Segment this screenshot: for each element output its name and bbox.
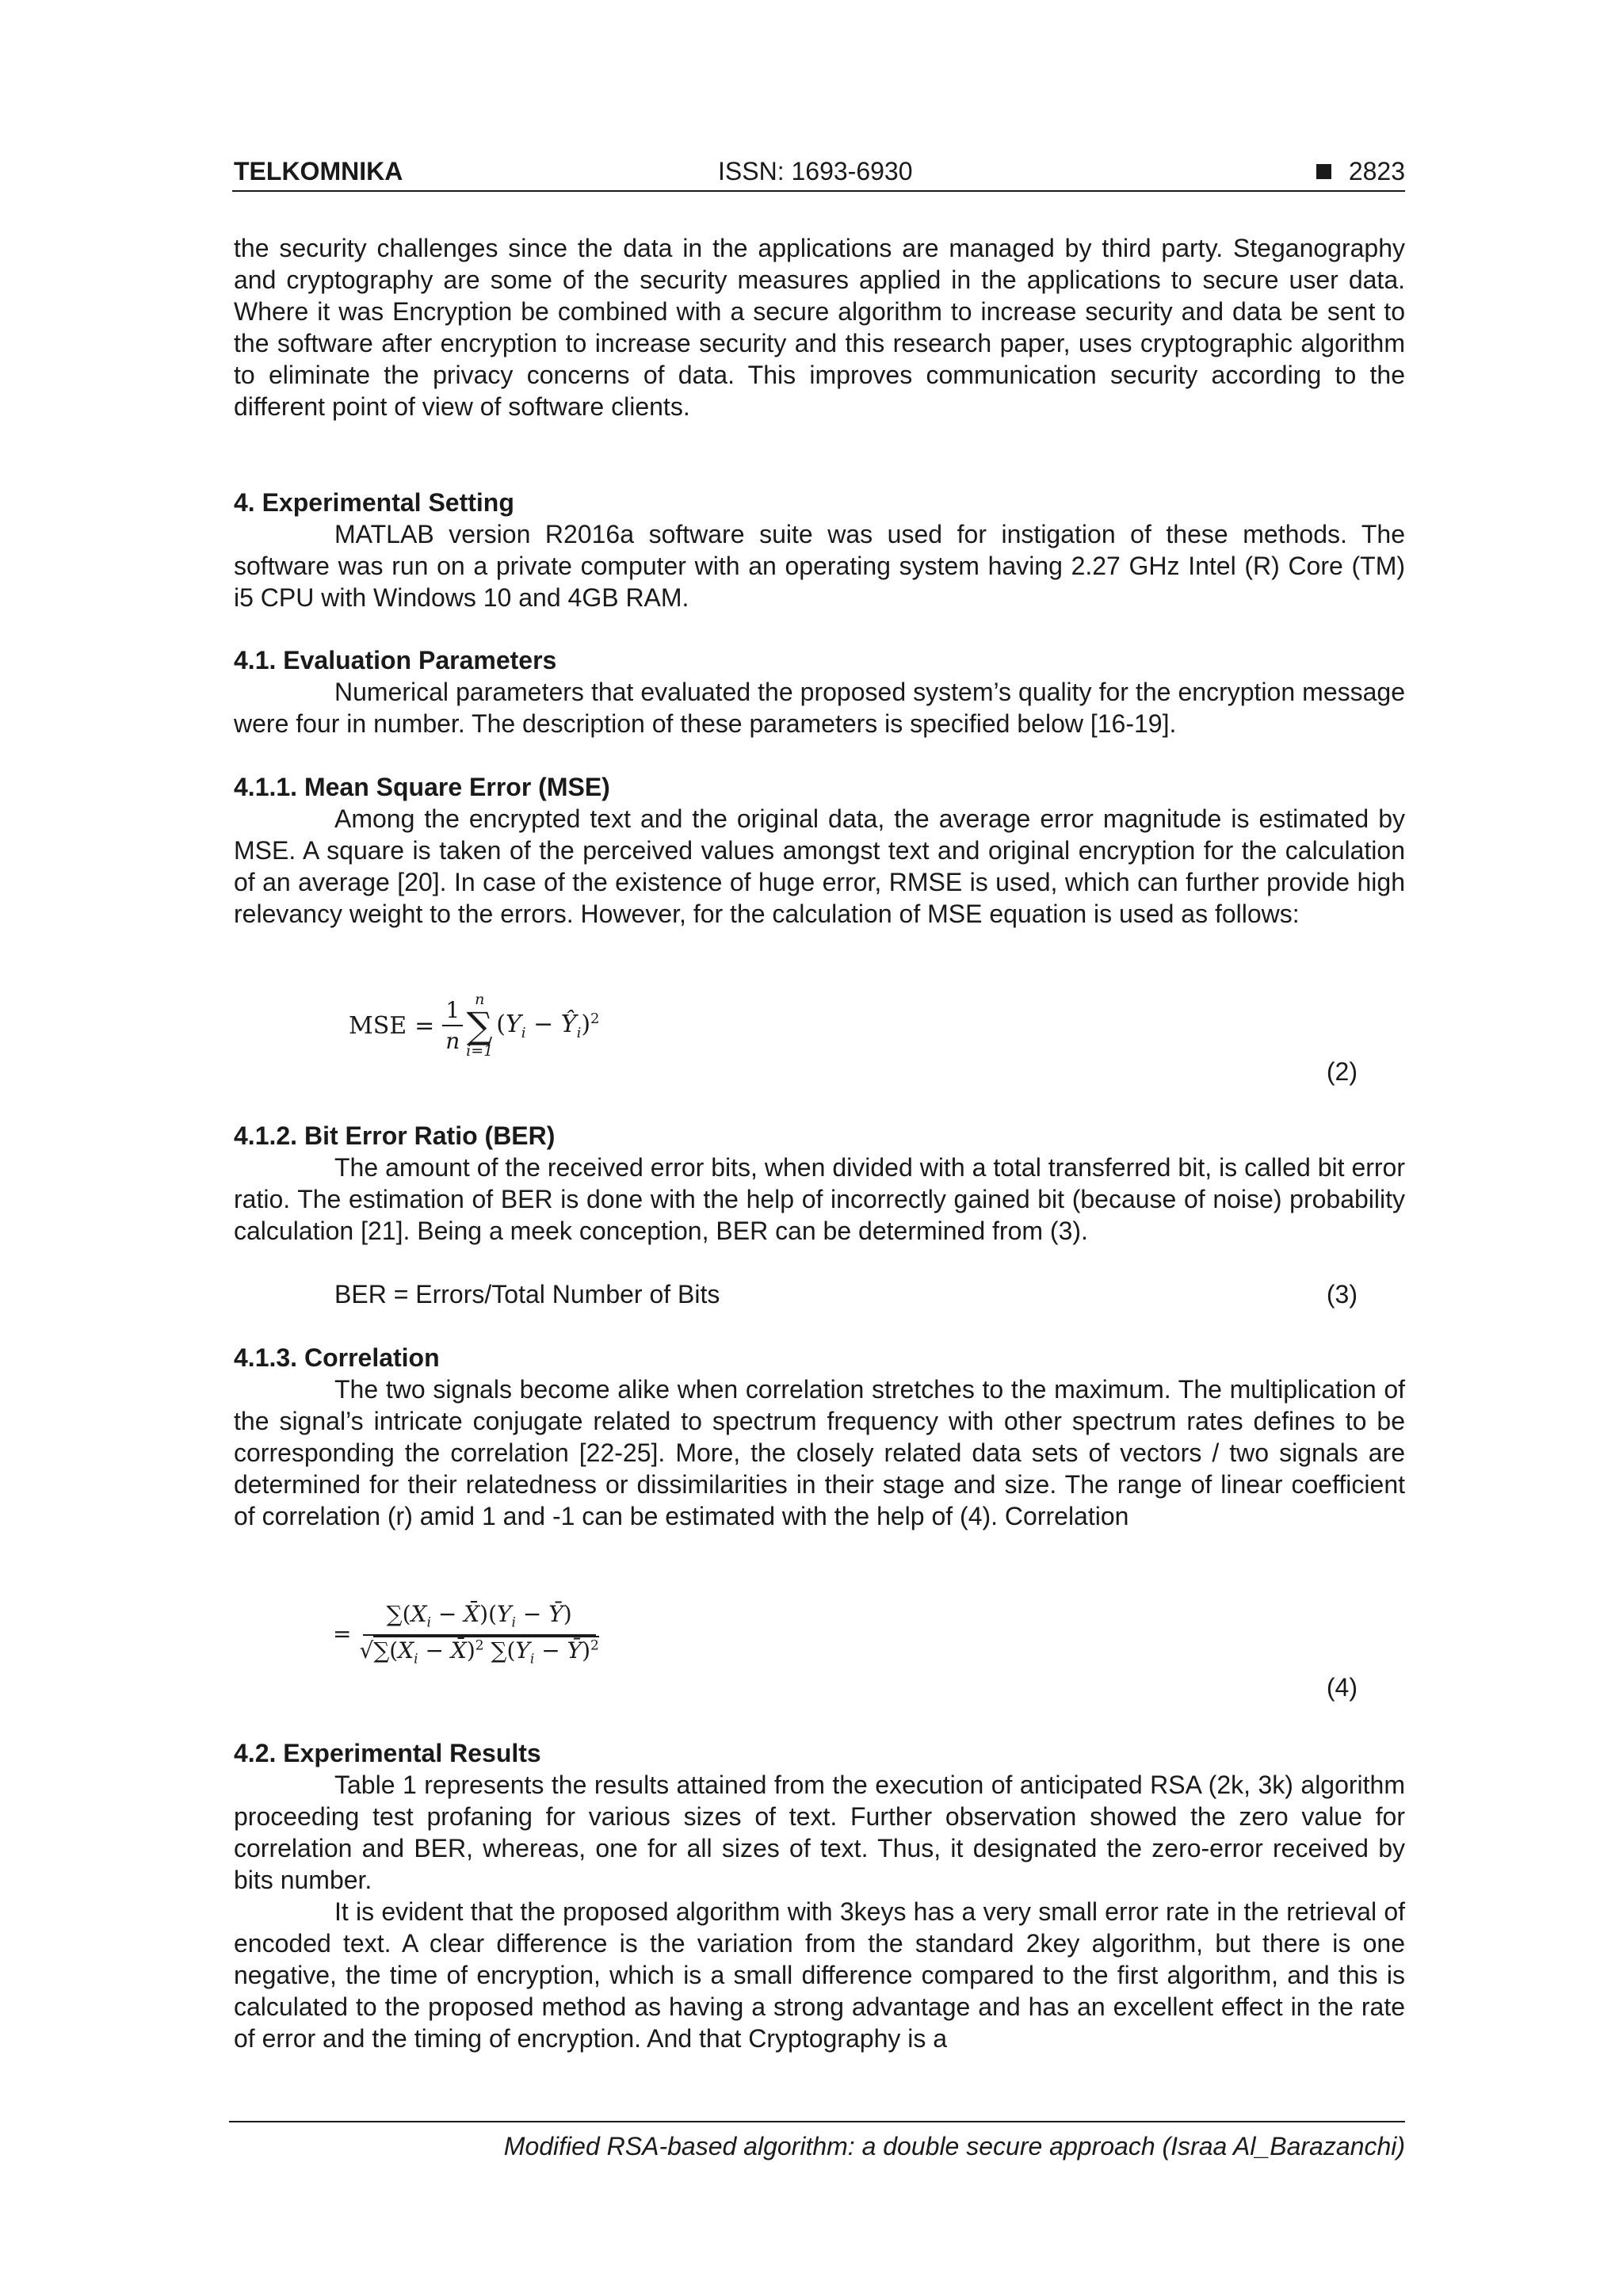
section-4-1-2 [234,1120,1405,1247]
equation-2-number: (2) [1326,1057,1358,1086]
section-4-1-heading: 4.1. Evaluation Parameters [234,646,557,674]
equation-mse: MSE = $\frac{1}{n}$ n ∑ i=1 ($Y_i$ − $Ŷ_i)^2$ [349,991,600,1060]
page-number-block [1316,157,1405,186]
page-number: 2823 [1348,157,1405,185]
section-4-1-3-paragraph: The two signals become alike when correlation stretches to the maximum. The multiplication of the signal’s intricate conjugate related to spectrum frequency with other spectrum rates defines to be corresponding the correlation [22-25]. More, the closely related data sets of vectors / two signals are determined for their relatedness or dissimilarities in their stage and size. The range of linear coefficient of correlation (r) amid 1 and -1 can be estimated with the help of (4). Correlation [234,1375,1405,1530]
section-4-1-paragraph: Numerical parameters that evaluated the proposed system’s quality for the encryption message were four in number. The description of these parameters is specified below [16-19]. [234,678,1405,738]
section-4-1-2-heading: 4.1.2. Bit Error Ratio (BER) [234,1121,556,1150]
section-4-2 [234,1737,1405,2054]
footer-rule [229,2121,1405,2122]
section-4-1-1 [234,771,1405,930]
equation-4-number: (4) [1326,1673,1358,1702]
section-4-paragraph: MATLAB version R2016a software suite was used for instigation of these methods. The software was run on a private computer with an operating system having 2.27 GHz Intel (R) Core (TM) i5 CPU with Windows 10 and 4GB RAM. [234,520,1405,612]
section-4-1-3 [234,1342,1405,1532]
mse-lhs: MSE [349,1011,407,1040]
section-4-heading: 4. Experimental Setting [234,488,514,517]
section-4-1-3-heading: 4.1.3. Correlation [234,1343,440,1372]
journal-name: TELKOMNIKA [234,157,403,185]
section-4-2-paragraph-1: Table 1 represents the results attained from the execution of anticipated RSA (2k, 3k) algorithm proceeding test profaning for various sizes of text. Further observation showed the zero value for correlation and BER, whereas, one for all sizes of text. Thus, it designated the zero-error received by bits number. [234,1771,1405,1894]
square-bullet-icon [1316,164,1331,179]
intro-paragraph: the security challenges since the data in the applications are managed by third party. Steganography and cryptography are some of the security measures applied in the applications to secure user data. Where it was Encryption be combined with a secure algorithm to increase security and data be sent to the software after encryption to increase security and this research paper, uses cryptographic algorithm to eliminate the privacy concerns of data. This improves communication security according to the different point of view of software clients. [234,234,1405,421]
section-4-1-1-heading: 4.1.1. Mean Square Error (MSE) [234,773,610,801]
section-4-1-2-paragraph: The amount of the received error bits, when divided with a total transferred bit, is called bit error ratio. The estimation of BER is done with the help of incorrectly gained bit (because of noise) probability calculation [21]. Being a meek conception, BER can be determined from (3). [234,1153,1405,1245]
equation-correlation: = $\frac{\sum(X_i - X̄)(Y_i - Ȳ)}{√\sum(X_i - X̄)^2 \sum(Y_i - Ȳ)^2}$ [333,1601,599,1668]
section-4 [234,487,1405,613]
section-4-1-1-paragraph: Among the encrypted text and the original data, the average error magnitude is estimated by MSE. A square is taken of the perceived values amongst text and original encryption for the calculation of an average [20]. In case of the existence of huge error, RMSE is used, which can further provide high relevancy weight to the errors. However, for the calculation of MSE equation is used as follows: [234,804,1405,928]
header-rule [232,190,1405,192]
intro-section [234,232,1405,422]
equation-ber: BER = Errors/Total Number of Bits [334,1280,720,1308]
running-title: Modified RSA-based algorithm: a double secure approach (Israa Al_Barazanchi) [503,2132,1405,2160]
section-4-1 [234,644,1405,739]
issn: ISSN: 1693-6930 [718,157,913,185]
section-4-2-heading: 4.2. Experimental Results [234,1739,541,1767]
equation-3-number: (3) [1326,1280,1358,1308]
section-4-2-paragraph-2: It is evident that the proposed algorithm with 3keys has a very small error rate in the retrieval of encoded text. A clear difference is the variation from the standard 2key algorithm, but there is one negative, the time of encryption, which is a small difference compared to the first algorithm, and this is calculated to the proposed method as having a strong advantage and has an excellent effect in the rate of error and the timing of encryption. And that Cryptography is a [234,1897,1405,2053]
